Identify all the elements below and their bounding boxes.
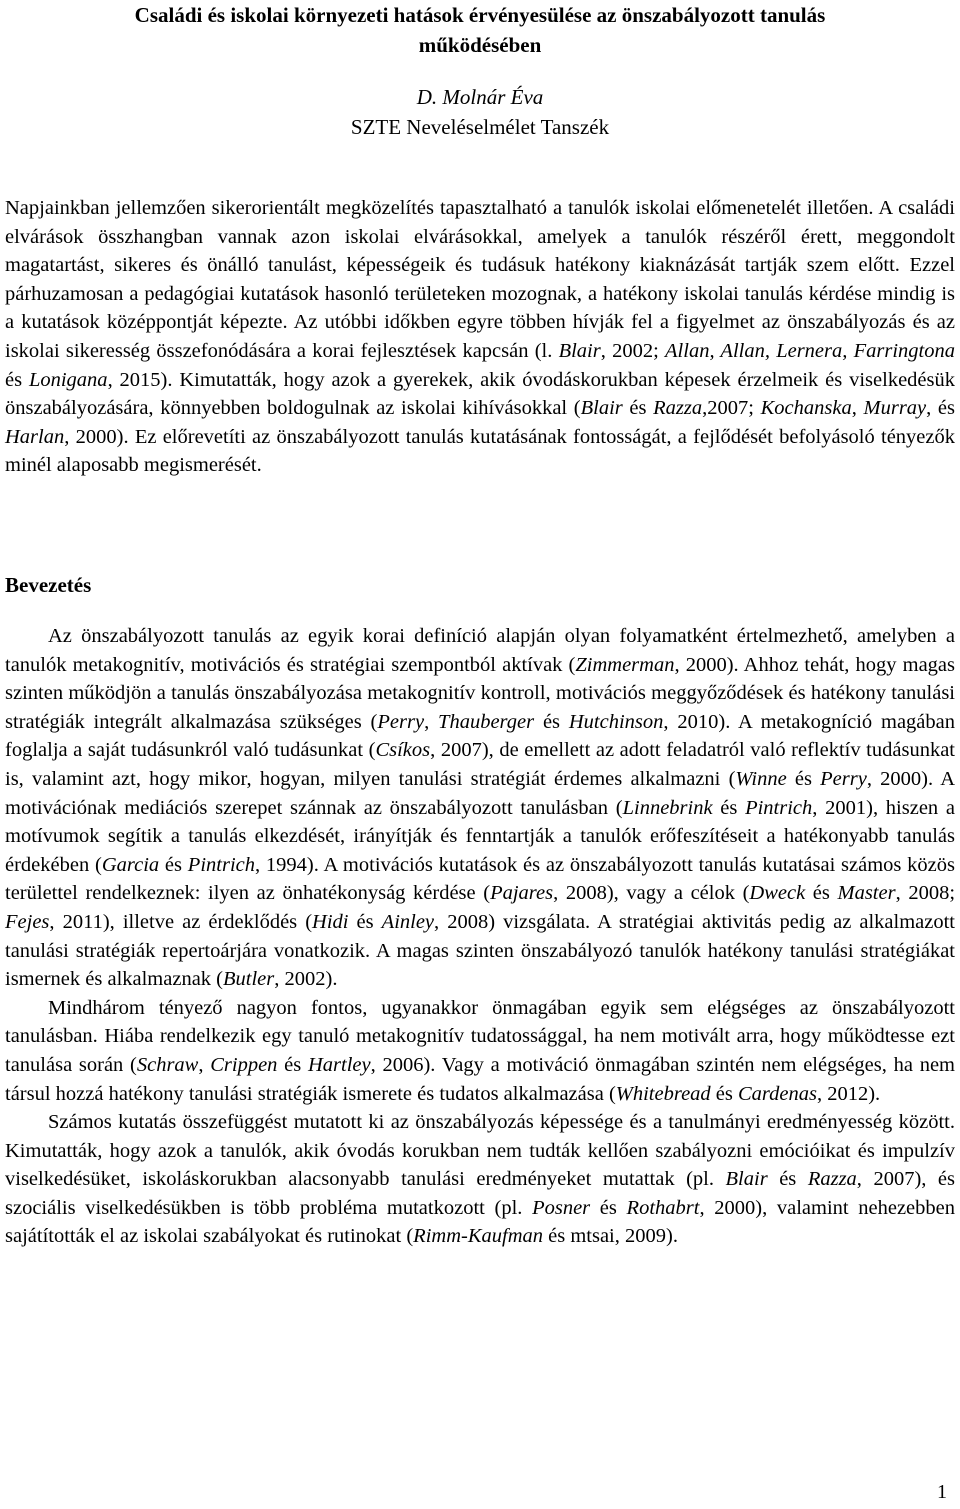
citation-name: Hartley xyxy=(307,1053,371,1076)
text-run: Napjainkban jellemzően sikerorientált megközelítés tapasztalható a tanulók iskolai előmenetelét illetően. A családi elvárások összhangban vannak azon iskolai elvárásokkal, amelyek a tanulók részéről érett, meggondolt magatartást, sikeres és önálló tanulást, képességeik és tudásuk hatékony kiaknázását tartják szem előtt. Ezzel párhuzamosan a pedagógiai kutatások hasonló területeken mozognak, a hatékony iskolai tanulás kérdése mindig is a kutatások középpontját képezte. Az utóbbi időkben egyre többen hívják fel a figyelmet az önszabályozás és az iskolai sikeresség összefonódására a korai fejlesztések kapcsán (l. xyxy=(5,197,955,362)
citation-name: Posner xyxy=(532,1196,591,1219)
text-run: Számos kutatás összefüggést mutatott ki az önszabályozás képessége és a tanulmányi eredményesség között. Kimutatták, hogy azok a tanulók, akik óvodás korukban nem tudták kellően szabályozni emócióikat és impulzív viselkedésüket, iskoláskorukban alacsonyabb tanulási eredményeket mutattak (pl. xyxy=(5,1111,955,1191)
text-run: , 2000), valamint nehezebben sajátították el az iskolai szabályokat és rutinokat ( xyxy=(5,1196,955,1248)
text-run: , 2002). xyxy=(274,968,338,991)
citation-name: Rothabrt xyxy=(626,1196,700,1219)
text-run: és xyxy=(590,1196,627,1219)
citation-name: Cardenas xyxy=(738,1082,817,1105)
text-run: , 2012). xyxy=(816,1082,881,1105)
paper-title-line: működésében xyxy=(418,33,542,57)
citation-name: Master xyxy=(837,882,896,905)
citation-name: Thauberger xyxy=(438,710,535,733)
citation-name: Perry xyxy=(820,767,867,790)
text-run: és xyxy=(348,910,382,933)
text-run: Az önszabályozott tanulás az egyik korai definíció alapján olyan folyamatként értelmezhető, amelyben a tanulók metakognitív, motivációs és stratégiai szempontból aktívak ( xyxy=(5,625,955,676)
citation-name: Whitebread xyxy=(615,1082,711,1105)
citation-name: Hidi xyxy=(312,910,349,933)
citation-name: Kochanska xyxy=(760,397,852,420)
text-run: , xyxy=(198,1053,211,1076)
citation-name: Pintrich xyxy=(745,796,813,819)
citation-name: Allan, Allan, Lernera, Farringtona xyxy=(665,339,955,362)
text-run: , 2006). Vagy a motiváció önmagában szintén nem elégséges, ha nem társul hozzá hatékony tanulási stratégiák ismerete és tudatos alkalmazása ( xyxy=(5,1053,955,1105)
text-run: és xyxy=(159,853,188,876)
citation-name: Linnebrink xyxy=(622,796,713,819)
text-run: és xyxy=(5,368,29,391)
citation-name: Crippen xyxy=(210,1053,278,1076)
citation-name: Csíkos xyxy=(375,739,431,762)
citation-name: Murray xyxy=(863,397,927,420)
citation-name: Blair xyxy=(580,397,623,420)
body-paragraph xyxy=(5,994,955,1108)
citation-name: Hutchinson xyxy=(568,710,664,733)
citation-name: Dweck xyxy=(749,882,806,905)
paper-title xyxy=(5,0,955,60)
text-run: , xyxy=(424,710,439,733)
citation-name: Pintrich xyxy=(187,853,255,876)
citation-name: Ainley xyxy=(381,910,435,933)
text-run: , 2010). A metakogníció magában foglalja a saját tudásunkról való tudásunkat ( xyxy=(5,710,955,762)
text-run: , és xyxy=(926,397,956,420)
page-number: 1 xyxy=(937,1481,947,1503)
text-run: , 2008) vizsgálata. A stratégiai aktivitás pedig az alkalmazott tanulási stratégiák repertoárjára vonatkozik. A magas szinten önszabályozó tanulók hatékony tanulási stratégiákat ismernek és alkalmaznak ( xyxy=(5,910,955,991)
citation-name: Fejes xyxy=(5,910,50,933)
body-paragraph xyxy=(5,1108,955,1251)
text-run: , xyxy=(851,397,864,420)
citation-name: Schraw xyxy=(136,1053,199,1076)
text-run: , 2011), illetve az érdeklődés ( xyxy=(49,910,313,933)
text-run: , 1994). A motivációs kutatások és az önszabályozott tanulás kutatásai számos közös területtel rendelkeznek: ilyen az önhatékonyság kérdése ( xyxy=(5,853,955,905)
abstract-paragraph xyxy=(5,194,955,480)
text-run: , 2001), hiszen a motívumok segítik a tanulás elkezdését, irányítják és fenntartják a tanulók erőfeszítéseit a hatékonyabb tanulás érdekében ( xyxy=(5,796,956,876)
citation-name: Blair xyxy=(725,1168,768,1191)
text-run: ,2007; xyxy=(702,397,761,420)
text-run: , 2000). Ez előrevetíti az önszabályozott tanulás kutatásának fontosságát, a fejlődését befolyásoló tényezők minél alaposabb megismerését. xyxy=(5,425,955,477)
citation-name: Garcia xyxy=(101,853,160,876)
text-run: és xyxy=(805,882,838,905)
author-name: D. Molnár Éva xyxy=(416,85,544,109)
citation-name: Pajares xyxy=(490,882,554,905)
author-block xyxy=(5,82,955,142)
text-run: Mindhárom tényező nagyon fontos, ugyanakkor önmagában egyik sem elégséges az önszabályozott tanulásban. Hiába rendelkezik egy tanuló metakognitív tudatossággal, ha nem motivált arra, hogy működtesse ezt tanulása során ( xyxy=(5,996,955,1076)
text-run: és xyxy=(712,796,746,819)
text-run: és xyxy=(277,1053,308,1076)
text-run: és xyxy=(710,1082,738,1105)
text-run: , 2008; xyxy=(895,882,956,905)
author-affiliation: SZTE Neveléselmélet Tanszék xyxy=(350,115,610,139)
text-run: és xyxy=(767,1168,808,1191)
citation-name: Razza xyxy=(807,1168,857,1191)
text-run: , 2000). A motivációnak mediációs szerepet szánnak az önszabályozott tanulásban ( xyxy=(5,767,955,819)
citation-name: Blair xyxy=(558,339,601,362)
text-run: , 2000). Ahhoz tehát, hogy magas szinten működjön a tanulás önszabályozása metakognitív kontroll, motivációs meggyőződések és hatékony tanulási stratégiák integrált alkalmazása szükséges ( xyxy=(5,653,955,733)
text-run: , 2007), de emellett az adott feladatról való reflektív tudásunkat is, valamint azt, hogy mikor, hogyan, milyen tanulási stratégiát érdemes alkalmazni ( xyxy=(5,739,955,790)
text-run: , 2015). Kimutatták, hogy azok a gyerekek, akik óvodáskorukban képesek érzelmeik és viselkedésük önszabályozására, könnyebben boldogulnak az iskolai kihívásokkal ( xyxy=(5,368,956,420)
citation-name: Lonigana xyxy=(28,368,108,391)
text-run: , 2008), vagy a célok ( xyxy=(553,882,750,905)
paper-title-line: Családi és iskolai környezeti hatások érvényesülése az önszabályozott tanulás xyxy=(134,3,826,27)
text-run: , 2002; xyxy=(600,339,666,362)
body-paragraph xyxy=(5,622,955,994)
citation-name: Perry xyxy=(377,710,425,733)
citation-name: Zimmerman xyxy=(575,653,675,676)
text-run: és xyxy=(622,397,654,420)
text-run: és xyxy=(534,710,569,733)
citation-name: Harlan xyxy=(5,425,65,448)
text-run: , 2007), és szociális viselkedésükben is több probléma mutatkozott (pl. xyxy=(5,1168,955,1219)
citation-name: Winne xyxy=(735,767,787,790)
citation-name: Razza xyxy=(653,397,703,420)
section-heading: Bevezetés xyxy=(5,573,92,597)
text-run: és mtsai, 2009). xyxy=(543,1225,678,1248)
text-run: és xyxy=(786,767,821,790)
citation-name: Rimm-Kaufman xyxy=(413,1225,543,1248)
citation-name: Butler xyxy=(223,968,275,991)
section-body xyxy=(5,622,955,1251)
